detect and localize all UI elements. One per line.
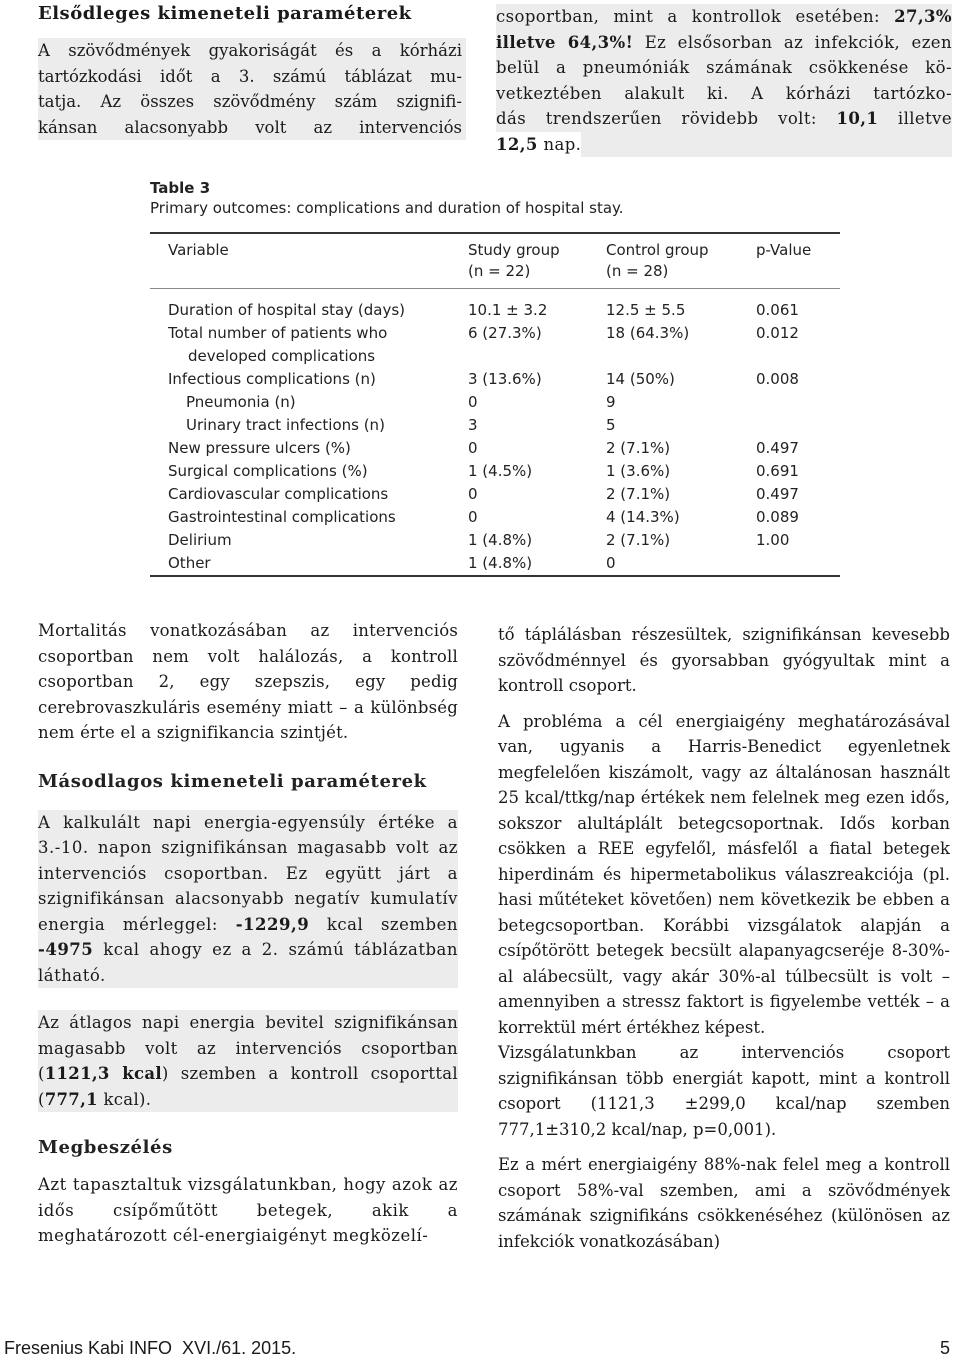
cell-study-group: 1 (4.8%) (468, 554, 533, 572)
mortality-paragraph: Mortalitás vonatkozásában az intervenciós csoportban nem volt halálozás, a kontroll csoportban 2, egy szepszis, egy pedig cerebrovaszkuláris esemény miatt – a különbség nem érte el a szignifikancia szintjét. (38, 621, 458, 742)
cell-variable: Gastrointestinal complications (168, 508, 396, 526)
cell-p-value: 0.089 (756, 508, 799, 526)
table-row (168, 483, 840, 506)
cell-control-group: 1 (3.6%) (606, 462, 671, 480)
header-control-group: Control group (n = 28) (606, 241, 709, 280)
cell-p-value (756, 552, 840, 575)
table-row (168, 529, 840, 552)
cell-control-group: 9 (606, 393, 616, 411)
line: dás trendszerűen rövidebb volt: 10,1 illetve (496, 109, 953, 128)
cell-p-value: 0.008 (756, 370, 799, 388)
line: vetkeztében alakult ki. A kórházi tartózko- (496, 83, 952, 103)
right-column (498, 622, 950, 1254)
cell-study-group: 6 (27.3%) (468, 324, 542, 342)
cell-study-group: 1 (4.8%) (468, 531, 533, 549)
cell-p-value: 0.061 (756, 301, 799, 319)
energy-intake-paragraph: Az átlagos napi energia bevitel szignifikánsan magasabb volt az intervenciós csoportban (1121,3 kcal) szemben a kontroll csoporttal (777,1 kcal). (38, 1010, 458, 1112)
cell-p-value: 0.497 (756, 485, 799, 503)
line: 12,5 nap. (496, 132, 581, 158)
cell-control-group: 14 (50%) (606, 370, 675, 388)
cell-variable: New pressure ulcers (%) (168, 439, 351, 457)
section-heading-primary: Elsődleges kimeneteli paraméterek (38, 3, 412, 24)
right-paragraph-1: tő táplálásban részesültek, szignifikánsan kevesebb szövődménnyel és gyorsabban gyógyultak mint a kontroll csoport. (498, 625, 950, 695)
cell-study-group: 3 (13.6%) (468, 370, 542, 388)
line: tatja. Az összes szövődmény szám szignifi- (38, 92, 462, 111)
cell-variable: Infectious complications (n) (168, 370, 376, 388)
cell-variable: Urinary tract infections (n) (186, 416, 385, 434)
section-heading-discussion: Megbeszélés (38, 1137, 173, 1158)
cell-control-group (606, 345, 756, 368)
cell-variable: developed complications (188, 347, 376, 365)
cell-control-group: 0 (606, 554, 616, 572)
energy-balance-paragraph: A kalkulált napi energia-egyensúly értéke a 3.-10. napon szignifikánsan magasabb volt az intervenciós csoportban. Ez együtt járt a szignifikánsan alacsonyabb negatív kumulatív energia mérleggel: -1229,9 kcal szemben -4975 kcal ahogy ez a 2. számú táblázatban látható. (38, 810, 458, 989)
cell-variable: Pneumonia (n) (186, 393, 296, 411)
table-row (168, 322, 840, 345)
table-header-row (150, 240, 840, 289)
table-label: Table 3 (150, 179, 211, 197)
right-paragraph-3: Vizsgálatunkban az intervenciós csoport szignifikánsan több energiát kapott, mint a kontroll csoport (1121,3 ±299,0 kcal/nap szemben 777,1±310,2 kcal/nap, p=0,001). (498, 1043, 950, 1139)
cell-p-value: 0.691 (756, 462, 799, 480)
right-paragraph-4: Ez a mért energiaigény 88%-nak felel meg a kontroll csoport 58%-val szemben, ami a szövődmények számának szignifikáns csökkenéséhez (különösen az infekciók vonatkozásában) (498, 1155, 950, 1251)
left-column (38, 618, 458, 1249)
cell-p-value (756, 414, 840, 437)
table-row (168, 552, 840, 575)
cell-study-group: 3 (468, 416, 478, 434)
cell-variable: Other (168, 554, 211, 572)
top-right-paragraph (496, 4, 952, 157)
cell-control-group: 4 (14.3%) (606, 508, 680, 526)
cell-study-group: 1 (4.5%) (468, 462, 533, 480)
top-left-section (38, 2, 466, 140)
cell-p-value: 1.00 (756, 531, 790, 549)
table-row (168, 506, 840, 529)
table-row (168, 414, 840, 437)
cell-study-group: 0 (468, 393, 478, 411)
table-row (168, 391, 840, 414)
table-caption: Primary outcomes: complications and duration of hospital stay. (150, 199, 624, 217)
header-variable: Variable (168, 241, 229, 259)
table-row (168, 345, 840, 368)
line: belül a pneumóniák számának csökkenése kö- (496, 58, 952, 77)
cell-study-group: 10.1 ± 3.2 (468, 301, 548, 319)
cell-study-group: 0 (468, 485, 478, 503)
table-row (168, 368, 840, 391)
cell-control-group: 5 (606, 416, 616, 434)
line: kánsan alacsonyabb volt az intervenciós (38, 117, 462, 137)
cell-variable: Delirium (168, 531, 232, 549)
header-study-group: Study group (n = 22) (468, 241, 560, 280)
cell-p-value (756, 391, 840, 414)
cell-variable: Cardiovascular complications (168, 485, 389, 503)
cell-control-group: 12.5 ± 5.5 (606, 301, 686, 319)
cell-p-value: 0.497 (756, 439, 799, 457)
table (150, 232, 840, 577)
cell-variable: Total number of patients who (168, 324, 388, 342)
table-row (168, 460, 840, 483)
footer-publication: Fresenius Kabi INFO XVI./61. 2015. (4, 1338, 297, 1358)
header-p-value: p-Value (756, 241, 812, 259)
line: illetve 64,3%! Ez elsősorban az infekciók, ezen (496, 32, 952, 52)
cell-control-group: 2 (7.1%) (606, 439, 671, 457)
cell-control-group: 18 (64.3%) (606, 324, 690, 342)
top-left-paragraph (38, 38, 466, 140)
section-heading-secondary: Másodlagos kimeneteli paraméterek (38, 770, 427, 792)
table-row (168, 299, 840, 322)
page-number: 5 (939, 1338, 950, 1358)
line: csoportban, mint a kontrollok esetében: 27,3% (496, 7, 952, 26)
cell-variable: Surgical complications (%) (168, 462, 368, 480)
cell-p-value (756, 345, 840, 368)
table-3-figure (150, 178, 840, 580)
cell-control-group: 2 (7.1%) (606, 531, 671, 549)
line: A szövődmények gyakoriságát és a kórházi (38, 41, 462, 60)
cell-study-group: 0 (468, 439, 478, 457)
line: tartózkodási időt a 3. számú táblázat mu- (38, 66, 462, 86)
cell-p-value: 0.012 (756, 324, 799, 342)
table-body (150, 289, 840, 575)
cell-study-group: 0 (468, 508, 478, 526)
table-row (168, 437, 840, 460)
discussion-paragraph: Azt tapasztaltuk vizsgálatunkban, hogy azok az idős csípőműtött betegek, akik a meghatározott cél-energiaigényt megközelí- (38, 1175, 458, 1245)
cell-control-group: 2 (7.1%) (606, 485, 671, 503)
cell-variable: Duration of hospital stay (days) (168, 301, 405, 319)
cell-study-group (468, 345, 606, 368)
right-paragraph-2: A probléma a cél energiaigény meghatározásával van, ugyanis a Harris-Benedict egyenletnek megfelelően kiszámolt, vagy az általánosan használt 25 kcal/ttkg/nap értékek nem felelnek meg ezen idős, sokszor alultáplált betegcsoportnak. Idős korban csökken a REE egyfelől, másfelől a fiatal betegek hiperdinám és hipermetabolikus válaszreakciója (pl. hasi műtéteket követően) nem következik be ebben a betegcsoportban. Korábbi vizsgálatok alapján a csípőtörött betegek becsült alapanyagcseréje 8-30%-al alábecsült, vagy akár 30%-al túlbecsült is volt – amennyiben a stressz faktort is figyelembe vették – a korrektül mért értékhez képest. (498, 711, 950, 1037)
